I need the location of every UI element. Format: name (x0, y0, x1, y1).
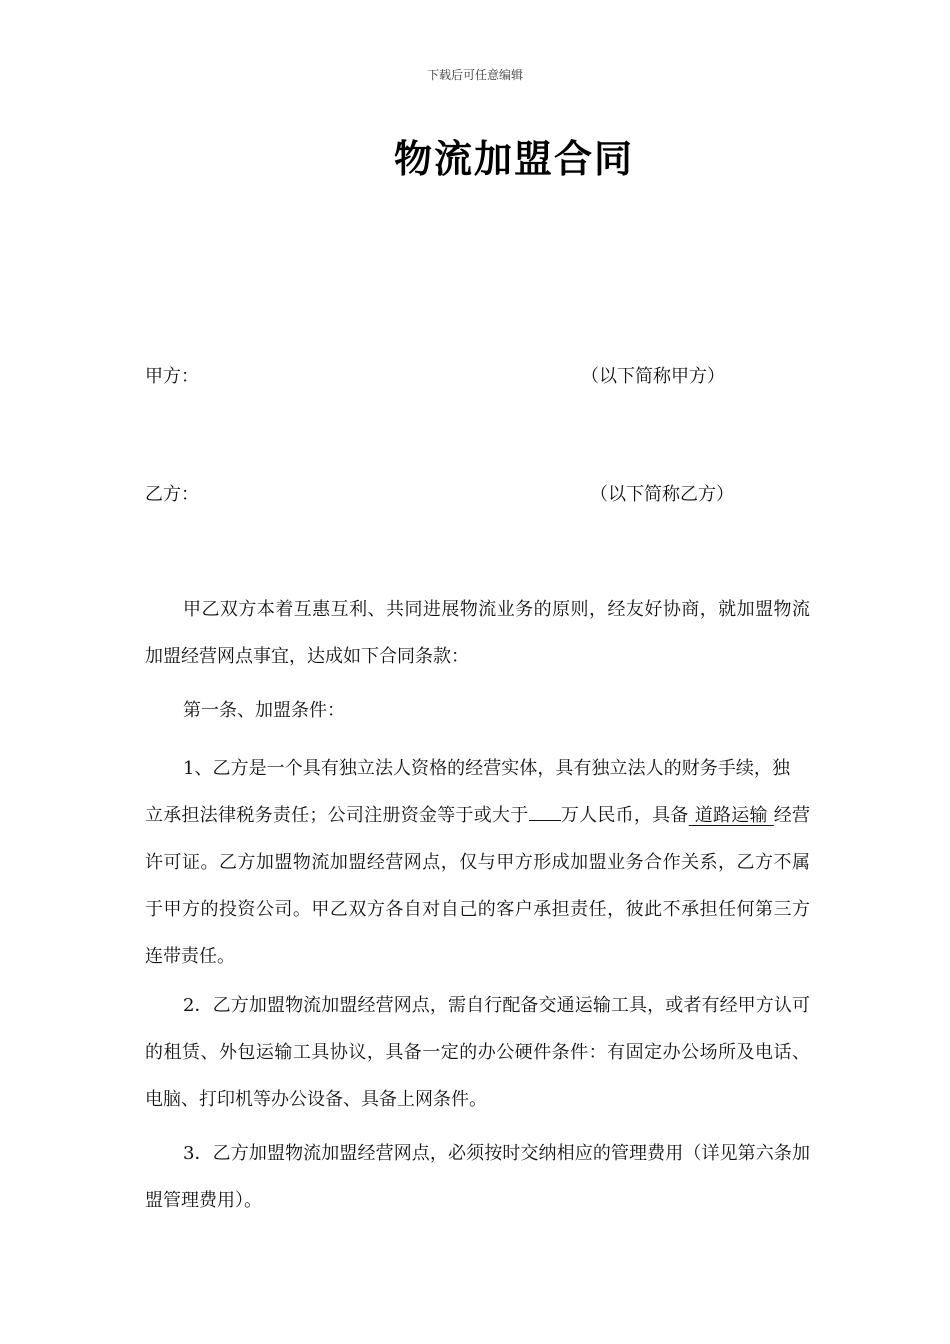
party-b-label: 乙方： (145, 484, 199, 505)
item-1-part-4: 经营许可证。乙方加盟物流加盟经营网点，仅与甲方形成加盟业务合作关系，乙方不属于甲方的投资公司。甲乙双方各自对自己的客户承担责任，彼此不承担任何第三方连带责任。 (145, 805, 811, 967)
license-type-underlined: 道路运输 (688, 805, 774, 826)
article-1-heading: 第一条、加盟条件： (183, 700, 345, 721)
item-1-part-2: 立承担法律税务责任；公司注册资金等于或大于 (145, 805, 529, 826)
article-1-item-2: 2．乙方加盟物流加盟经营网点，需自行配备交通运输工具，或者有经甲方认可的租赁、外包运输工具协议，具备一定的办公硬件条件：有固定办公场所及电话、电脑、打印机等办公设备、具备上网条件。 (145, 995, 810, 1110)
intro-paragraph: 甲乙双方本着互惠互利、共同进展物流业务的原则，经友好协商，就加盟物流加盟经营网点事宜，达成如下合同条款： (145, 599, 810, 667)
party-a-note: （以下简称甲方） (581, 366, 725, 387)
capital-blank-field (529, 802, 561, 821)
article-1-item-3: 3．乙方加盟物流加盟经营网点，必须按时交纳相应的管理费用（详见第六条加盟管理费用）。 (145, 1143, 810, 1211)
party-a-label: 甲方： (145, 366, 199, 387)
page-header-note: 下载后可任意编辑 (426, 68, 523, 82)
party-b-note: （以下简称乙方） (590, 484, 734, 505)
item-1-part-3: 万人民币，具备 (560, 805, 689, 826)
document-title: 物流加盟合同 (393, 136, 634, 181)
item-1-part-1: 1、乙方是一个具有独立法人资格的经营实体，具有独立法人的财务手续，独 (183, 758, 790, 779)
article-1-item-1 (145, 745, 810, 980)
